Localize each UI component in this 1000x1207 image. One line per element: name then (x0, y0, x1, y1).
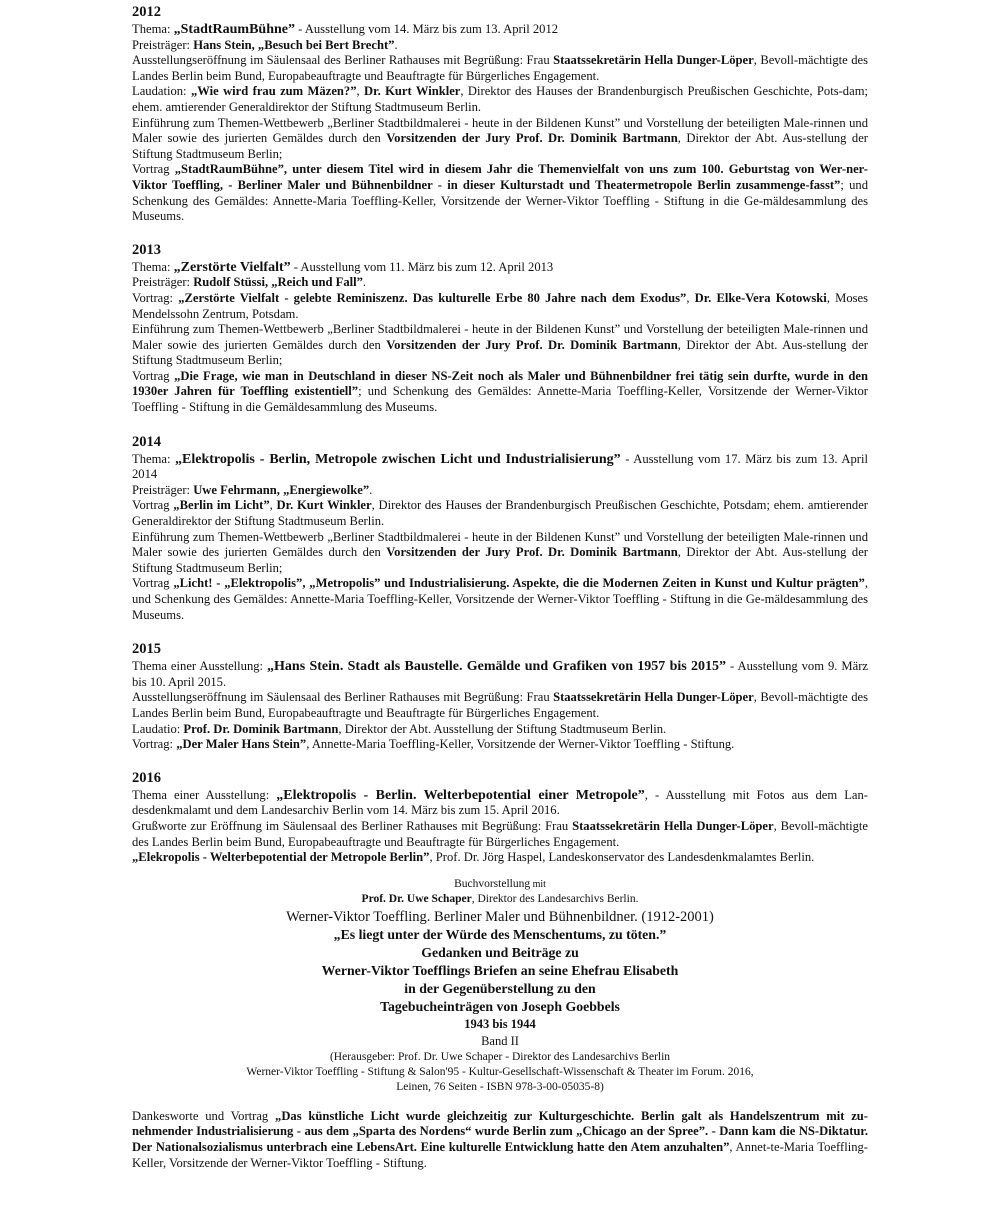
bold-text-run: „Elektropolis - Berlin, Metropole zwischen Licht und Industrialisierung” (175, 451, 621, 467)
bold-text-run: „Wie wird frau zum Mäzen?” (190, 84, 357, 99)
bold-text-run: Staatssekretärin Hella Dunger-Löper (553, 690, 754, 705)
text-run: Preisträger: (132, 482, 194, 497)
text-run: - Ausstellung vom 11. März bis zum 12. April 2013 (290, 259, 554, 274)
section-paragraph (132, 22, 868, 38)
text-run: , Direktor des Hauses der Brandenburgisch Preußischen Geschichte, Pots-dam; ehem. amtierender Generaldirektor der Stiftung Stadtmuseum Berlin. (132, 84, 868, 114)
text-run: ; und Schenkung des Gemäldes: Annette-Maria Toeffling-Keller, Vorsitzende der Werner-Viktor Toeffling - Stiftung in die Ge-mäldesammlung des Museums. (132, 177, 868, 224)
section-paragraph (132, 53, 868, 84)
bold-text-run: Staatssekretärin Hella Dunger-Löper (572, 818, 774, 833)
bold-text-run: Dr. Kurt Winkler (364, 84, 461, 99)
bold-text-run: „StadtRaumBühne”, unter diesem Titel wird in diesem Jahr die Themenvielfalt von uns zum 100. Geburtstag von Wer-ner-Viktor Toeffling, - Berliner Maler und Bühnenbildner - in dieser Kulturstadt und Theatermetropole Berlin zusammenge-fasst” (132, 162, 868, 192)
text-run: Thema: (132, 451, 176, 466)
text-run: Thema einer Ausstellung: (132, 659, 268, 674)
book-presenter (132, 892, 868, 907)
book-presenter-role: , Direktor des Landesarchivs Berlin. (471, 892, 639, 905)
section-2015 (132, 640, 868, 753)
text-run: Preisträger: (132, 37, 194, 52)
text-run: , (356, 84, 365, 99)
text-run: , Direktor der Abt. Aus-stellung der Stiftung Stadtmuseum Berlin; (132, 337, 868, 368)
section-2013 (132, 241, 868, 416)
text-run: , Direktor des Hauses der Brandenburgisch Preußischen Geschichte, Potsdam; ehem. amtierender Generaldirektor der Stiftung Stadtmuseum Berlin. (132, 498, 869, 529)
text-run: , Bevoll-mächtigte des Landes Berlin beim Bund, Europabeauftragte und Beauftragte für Bürgerliches Engagement. (132, 818, 869, 849)
text-run: Vortrag (132, 368, 175, 383)
text-run: ; und Schenkung des Gemäldes: Annette-Maria Toeffling-Keller, Vorsitzende der Werner-Viktor Toeffling - Stiftung in die Gemäldesammlung des Museums. (132, 384, 868, 415)
text-run: , Annette-Maria Toeffling-Keller, Vorsitzende der Werner-Viktor Toeffling - Stiftung. (306, 737, 735, 752)
section-paragraph (132, 452, 868, 483)
bold-text-run: Rudolf Stüssi, „Reich und Fall” (193, 275, 363, 290)
book-subtitle-line: Gedanken und Beiträge zu (421, 944, 579, 960)
text-run: , Moses Mendelssohn Zentrum, Potsdam. (132, 290, 869, 321)
bold-text-run: Vorsitzenden der Jury Prof. Dr. Dominik Bartmann (386, 545, 678, 560)
text-run: , Direktor der Abt. Aus-stellung der Stiftung Stadtmuseum Berlin; (132, 131, 868, 161)
bold-text-run: Uwe Fehrmann, „Energiewolke” (193, 482, 370, 497)
text-run: , Bevoll-mächtigte des Landes Berlin beim Bund, Europabeauftragte und Beauftragte für Bürgerliches Engagement. (132, 690, 868, 720)
section-2014 (132, 433, 868, 624)
text-run: Vortrag: (132, 290, 179, 305)
book-title: Werner-Viktor Toeffling. Berliner Maler und Bühnenbildner. (1912-2001) (286, 908, 714, 925)
text-run: Einführung zum Themen-Wettbewerb „Berliner Stadtbildmalerei - heute in der Bildenen Kunst” und Vorstellung der beteiligten Male-rinnen und Maler sowie des jurierten Gemäldes durch den (132, 322, 868, 352)
section-paragraph (132, 788, 868, 819)
text-run: Thema einer Ausstellung: (132, 787, 277, 802)
book-presenter-name: Prof. Dr. Uwe Schaper (361, 892, 472, 905)
text-run: . (362, 275, 367, 290)
year-heading: 2015 (132, 641, 161, 658)
bold-text-run: Prof. Dr. Dominik Bartmann (183, 721, 339, 736)
text-run: Vortrag (132, 576, 174, 591)
bold-text-run: Vorsitzenden der Jury Prof. Dr. Dominik Bartmann (386, 131, 678, 146)
section-paragraph (132, 530, 868, 577)
text-run: Grußworte zur Eröffnung im Säulensaal des Berliner Rathauses mit Begrüßung: Frau (132, 818, 573, 833)
section-paragraph (132, 819, 868, 850)
book-years: 1943 bis 1944 (464, 1016, 536, 1031)
bold-text-run: Dr. Elke-Vera Kotowski (694, 290, 827, 305)
text-run: Ausstellungseröffnung im Säulensaal des Berliner Rathauses mit Begrüßung: Frau (132, 53, 554, 68)
book-intro-with: mit (530, 878, 546, 890)
bold-text-run: Staatssekretärin Hella Dunger-Löper (553, 53, 754, 68)
section-paragraph (132, 162, 868, 224)
text-run: , Annet-te-Maria Toeffling-Keller, Vorsitzende der Werner-Viktor Toeffling - Stiftung. (132, 1139, 868, 1170)
section-paragraph (132, 84, 868, 115)
text-run: Vortrag (132, 162, 175, 177)
text-run: , und Schenkung des Gemäldes: Annette-Maria Toeffling-Keller, Vorsitzende der Werner-Viktor Toeffling - Stiftung in die Ge-mäldesammlung des Museums. (132, 576, 868, 622)
text-run: , (269, 498, 277, 513)
section-2012 (132, 3, 868, 225)
text-run: , - Ausstellung mit Fotos aus dem Lan-desdenkmalamt und dem Landesarchiv Berlin vom 14. März bis zum 15. April 2016. (132, 787, 868, 818)
text-run: Einführung zum Themen-Wettbewerb „Berliner Stadtbildmalerei - heute in der Bildenen Kunst” und Vorstellung der beteiligten Male-rinnen und Maler sowie des jurierten Gemäldes durch den (132, 115, 868, 146)
text-run: , Prof. Dr. Jörg Haspel, Landeskonservator des Landesdenkmalamtes Berlin. (429, 850, 815, 865)
book-publisher-line: Werner-Viktor Toeffling - Stiftung & Salon'95 - Kultur-Gesellschaft-Wissenschaft & Theater im Forum. 2016, (246, 1065, 754, 1078)
bold-text-run: „Licht! - „Elektropolis”, „Metropolis” und Industrialisierung. Aspekte, die die Modernen Zeiten in Kunst und Kultur prägten” (173, 576, 865, 591)
text-run: Dankesworte und Vortrag (132, 1108, 276, 1123)
closing-paragraph (132, 1109, 868, 1171)
year-heading: 2013 (132, 241, 161, 258)
text-run: , Direktor der Abt. Aus-stellung der Stiftung Stadtmuseum Berlin; (132, 545, 868, 575)
text-run: Thema: (132, 259, 174, 274)
section-paragraph (132, 498, 868, 529)
book-intro (132, 877, 868, 892)
text-run: - Ausstellung vom 9. März bis 10. April 2015. (132, 659, 868, 689)
book-volume: Band II (481, 1033, 519, 1048)
text-run: . (369, 482, 373, 497)
year-sections (132, 3, 868, 866)
text-run: Laudation: (132, 84, 191, 99)
section-paragraph (132, 275, 868, 291)
section-paragraph (132, 322, 868, 369)
document-page (132, 0, 868, 1171)
bold-text-run: „Berlin im Licht” (173, 498, 270, 513)
text-run: Vortrag (132, 498, 174, 513)
section-paragraph (132, 576, 868, 623)
text-run: . (394, 37, 398, 52)
bold-text-run: „Der Maler Hans Stein” (176, 737, 307, 752)
text-run: Einführung zum Themen-Wettbewerb „Berliner Stadtbildmalerei - heute in der Bildenen Kunst” und Vorstellung der beteiligten Male-rinnen und Maler sowie des jurierten Gemäldes durch den (132, 529, 868, 560)
year-heading: 2012 (132, 4, 161, 20)
text-run: Vortrag: (132, 737, 177, 752)
text-run: , (686, 290, 695, 305)
bold-text-run: „Die Frage, wie man in Deutschland in dieser NS-Zeit noch als Maler und Bühnenbildner frei tätig sein durfte, wurde in den 1930er Jahren für Toeffling existentiell” (132, 368, 868, 399)
bold-text-run: „Zerstörte Vielfalt - gelebte Reminiszenz. Das kulturelle Erbe 80 Jahre nach dem Exodus” (178, 290, 687, 305)
section-paragraph (132, 116, 868, 163)
text-run: Ausstellungseröffnung im Säulensaal des Berliner Rathauses mit Begrüßung: Frau (132, 690, 554, 705)
bold-text-run: Hans Stein, „Besuch bei Bert Brecht” (193, 37, 395, 52)
text-run: - Ausstellung vom 17. März bis zum 13. April 2014 (132, 451, 868, 482)
bold-text-run: „Zerstörte Vielfalt” (173, 259, 291, 275)
text-run: Thema: (132, 22, 174, 36)
section-paragraph (132, 850, 868, 866)
bold-text-run: Dr. Kurt Winkler (276, 498, 372, 513)
text-run: , Bevoll-mächtigte des Landes Berlin beim Bund, Europabeauftragte und Beauftragte für Bürgerliches Engagement. (132, 53, 868, 83)
year-heading: 2014 (132, 433, 161, 450)
section-paragraph (132, 260, 868, 276)
section-paragraph (132, 369, 868, 416)
bold-text-run: Vorsitzenden der Jury Prof. Dr. Dominik Bartmann (386, 337, 678, 352)
book-subtitle-line: Tagebucheinträgen von Joseph Goebbels (380, 998, 620, 1014)
bold-text-run: „Das künstliche Licht wurde gleichzeitig zur Kulturgeschichte. Berlin galt als Handelszentrum mit zu-nehmender Industrialisierung - aus dem „Sparta des Nordens“ wurde Berlin zum „Chicago an der Spree”. - Dann kam die NS-Diktatur. Der Nationalsozialismus unterbrach eine LebensArt. Eine kulturelle Entwicklung hatte den Atem anzuhalten” (132, 1108, 869, 1154)
section-paragraph (132, 291, 868, 322)
text-run: Preisträger: (132, 275, 194, 290)
book-subtitle-line: in der Gegenüberstellung zu den (404, 980, 596, 996)
text-run: , Direktor der Abt. Ausstellung der Stiftung Stadtmuseum Berlin. (338, 721, 667, 736)
section-2016 (132, 769, 868, 866)
bold-text-run: „Elekropolis - Welterbepotential der Metropole Berlin” (132, 850, 430, 865)
year-heading: 2016 (132, 769, 161, 786)
book-quote: „Es liegt unter der Würde des Menschentums, zu töten.” (333, 926, 667, 942)
book-publisher-line: Leinen, 76 Seiten - ISBN 978-3-00-05035-8) (396, 1080, 604, 1093)
text-run: - Ausstellung vom 14. März bis zum 13. April 2012 (295, 22, 559, 36)
section-paragraph (132, 659, 868, 690)
bold-text-run: „Elektropolis - Berlin. Welterbepotential einer Metropole” (276, 787, 645, 803)
section-paragraph (132, 722, 868, 738)
bold-text-run: „Hans Stein. Stadt als Baustelle. Gemälde und Grafiken von 1957 bis 2015” (267, 659, 727, 675)
section-paragraph (132, 737, 868, 753)
book-publisher-line: (Herausgeber: Prof. Dr. Uwe Schaper - Direktor des Landesarchivs Berlin (329, 1050, 671, 1063)
book-intro-label: Buchvorstellung (454, 877, 531, 890)
section-paragraph (132, 690, 868, 721)
book-subtitle-line: Werner-Viktor Toefflings Briefen an seine Ehefrau Elisabeth (321, 962, 679, 978)
section-paragraph (132, 38, 868, 54)
text-run: Laudatio: (132, 721, 184, 736)
book-presentation (132, 877, 868, 1095)
bold-text-run: „StadtRaumBühne” (173, 22, 295, 37)
section-paragraph (132, 483, 868, 499)
